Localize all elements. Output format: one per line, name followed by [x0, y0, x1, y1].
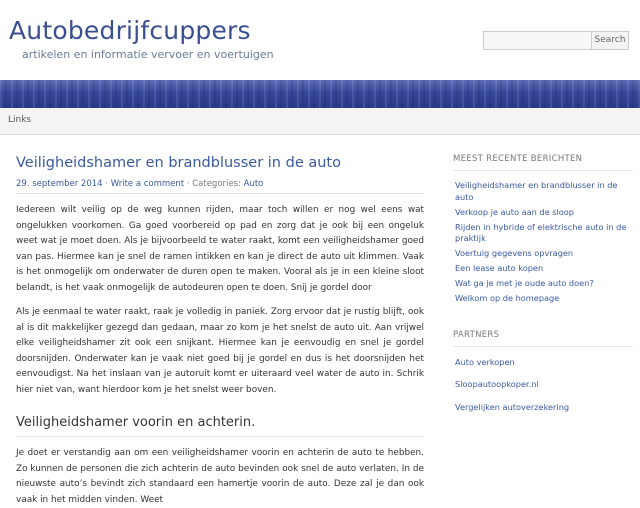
- sidebar: [453, 154, 633, 424]
- recent-post-link[interactable]: Welkom op de homepage: [455, 293, 560, 303]
- recent-posts-heading: MEEST RECENTE BERICHTEN: [453, 154, 633, 171]
- recent-posts-list: [453, 180, 633, 305]
- post-date[interactable]: 29. september 2014: [16, 179, 103, 189]
- recent-post-link[interactable]: Voertuig gegevens opvragen: [455, 248, 574, 258]
- nav-bar: [0, 108, 640, 135]
- recent-post-link[interactable]: Verkoop je auto aan de sloop: [455, 206, 574, 217]
- partners-heading: PARTNERS: [453, 330, 633, 347]
- search-form: [483, 31, 629, 50]
- recent-post-link[interactable]: Veiligheidshamer en brandblusser in de auto: [455, 180, 618, 202]
- recent-post-link[interactable]: Wat ga je met je oude auto doen?: [455, 278, 594, 288]
- categories-label: · Categories:: [184, 179, 244, 189]
- header-banner: [0, 80, 640, 108]
- partners-list: [453, 357, 633, 414]
- post-subheading: Veiligheidshamer voorin en achterin.: [16, 415, 424, 437]
- post-paragraph: Als je eenmaal te water raakt, raak je volledig in paniek. Zorg ervoor dat je rustig blijft, ook al is dit makkelijker gezegd dan gedaan, maar zo kom je het snelst de auto uit. Aan vrijwel elke veiligheidshamer zit ook een snijkant. Hiermee kan je eenvoudig en snel je gordel doorsnijden. Onderwater kan je vaak niet goed bij je gordel en dus is het doorsnijden het eenvoudigst. Na het inslaan van je autoruit komt er uiteraard veel water de auto in. Schrik hier niet van, want hierdoor kom je het snelst weer boven.: [16, 307, 424, 395]
- post-paragraph: Je doet er verstandig aan om een veiligheidshamer voorin en achterin de auto te hebben. Zo kunnen de personen die zich achterin de auto bevinden ook snel de auto verlaten. In de nieuwste auto’s bevindt zich standaard een hamertje voorin de auto. Deze zal je dan ook vaak in het midden vinden. Weet: [16, 448, 424, 505]
- post-meta: [16, 179, 424, 194]
- partner-link[interactable]: Auto verkopen: [455, 356, 515, 367]
- partner-link[interactable]: Sloopautoopkoper.nl: [455, 379, 539, 389]
- search-input[interactable]: [484, 32, 593, 49]
- meta-separator: ·: [102, 179, 111, 189]
- category-link[interactable]: Auto: [243, 179, 264, 189]
- post-title[interactable]: Veiligheidshamer en brandblusser in de auto: [16, 155, 341, 171]
- recent-post-link[interactable]: Rijden in hybride of elektrische auto in de praktijk: [455, 221, 627, 243]
- site-header: [0, 0, 640, 80]
- main-content: [16, 154, 424, 508]
- recent-post-link[interactable]: Een lease auto kopen: [455, 263, 544, 273]
- site-tagline: artikelen en informatie vervoer en voertuigen: [22, 48, 274, 61]
- partner-link[interactable]: Vergelijken autoverzekering: [455, 401, 570, 412]
- nav-item-links[interactable]: Links: [8, 115, 32, 125]
- site-title[interactable]: Autobedrijfcuppers: [9, 16, 251, 45]
- post-paragraph: Iedereen wilt veilig op de weg kunnen rijden, maar toch willen er nog wel eens wat ongelukken voorkomen. Ga goed voorbereid op pad en zorg dat je ook bij een ongeluk weet wat je moet doen. Als je bijvoorbeeld te water raakt, komt een veiligheidshamer goed van pas. Hiermee kan je snel de ramen intikken en kan je direct de auto uit klimmen. Vaak is het onmogelijk om onderwater de duren open te maken. Vooral als je in een kleine sloot belandt, is het vaak onmogelijk de autodeuren open te doen. Snij je gordel door: [16, 205, 424, 293]
- comment-link[interactable]: Write a comment: [110, 179, 185, 189]
- search-button[interactable]: Search: [591, 32, 628, 49]
